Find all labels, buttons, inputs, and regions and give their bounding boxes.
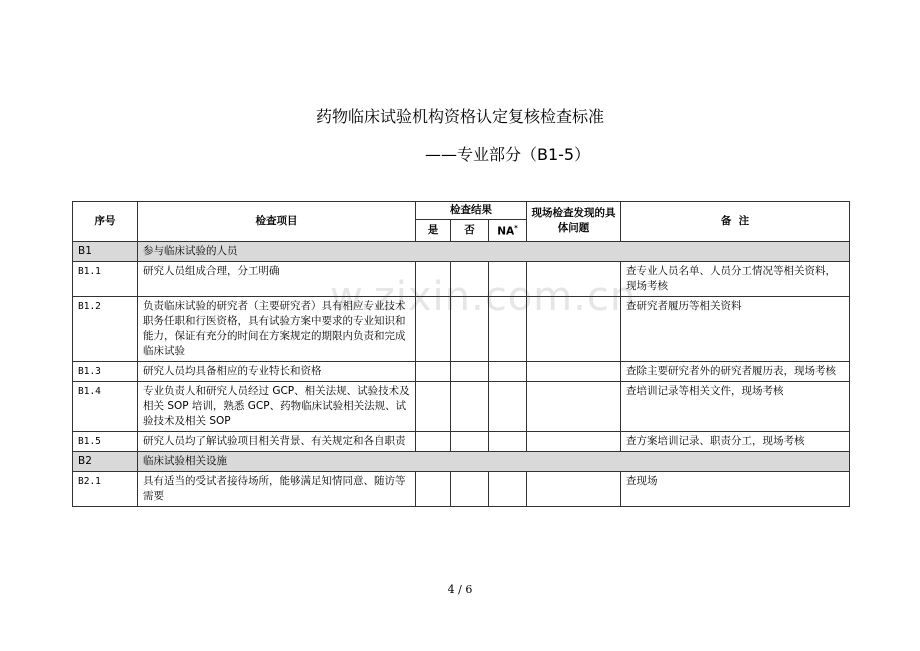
table-row: [73, 431, 850, 451]
row-item: 研究人员均了解试验项目相关背景、有关规定和各自职责: [138, 431, 416, 451]
table-row: [73, 261, 850, 296]
row-note: 查培训记录等相关文件，现场考核: [621, 381, 850, 431]
row-code: B1.5: [73, 431, 138, 451]
row-yes: [416, 361, 451, 381]
row-note: 查专业人员名单、人员分工情况等相关资料，现场考核: [621, 261, 850, 296]
row-code: B1.1: [73, 261, 138, 296]
row-code: B1.2: [73, 296, 138, 361]
row-na: [489, 361, 527, 381]
row-item: 负责临床试验的研究者（主要研究者）具有相应专业技术职务任职和行医资格，具有试验方案中要求的专业知识和能力，保证有充分的时间在方案规定的期限内负责和完成临床试验: [138, 296, 416, 361]
row-findings: [527, 381, 621, 431]
row-yes: [416, 296, 451, 361]
row-yes: [416, 431, 451, 451]
row-note: 查方案培训记录、职责分工，现场考核: [621, 431, 850, 451]
row-na: [489, 381, 527, 431]
section-title: 临床试验相关设施: [138, 451, 850, 471]
document-subtitle: ——专业部分（B1-5）: [425, 145, 591, 164]
row-no: [451, 381, 489, 431]
row-yes: [416, 261, 451, 296]
table-row: [73, 296, 850, 361]
row-no: [451, 431, 489, 451]
row-no: [451, 361, 489, 381]
inspection-table: [72, 201, 850, 507]
row-no: [451, 471, 489, 506]
header-item: 检查项目: [138, 202, 416, 242]
row-yes: [416, 381, 451, 431]
page-number: 4 / 6: [447, 583, 473, 596]
row-na: [489, 296, 527, 361]
row-code: B1.3: [73, 361, 138, 381]
row-code: B1.4: [73, 381, 138, 431]
row-note: 查除主要研究者外的研究者履历表，现场考核: [621, 361, 850, 381]
section-code: B1: [73, 241, 138, 261]
row-note: 查现场: [621, 471, 850, 506]
row-na: [489, 431, 527, 451]
row-findings: [527, 296, 621, 361]
row-findings: [527, 361, 621, 381]
document-title: 药物临床试验机构资格认定复核检查标准: [315, 107, 604, 126]
row-yes: [416, 471, 451, 506]
table-row: [73, 361, 850, 381]
row-item: 专业负责人和研究人员经过 GCP、相关法规、试验技术及相关 SOP 培训，熟悉 GCP、药物临床试验相关法规、试验技术及相关 SOP: [138, 381, 416, 431]
section-row: [73, 241, 850, 261]
row-findings: [527, 261, 621, 296]
header-no: 否: [451, 220, 489, 242]
header-findings: 现场检查发现的具体问题: [527, 202, 621, 242]
row-item: 研究人员组成合理，分工明确: [138, 261, 416, 296]
header-result: 检查结果: [416, 202, 527, 220]
row-note: 查研究者履历等相关资料: [621, 296, 850, 361]
row-item: 研究人员均具备相应的专业特长和资格: [138, 361, 416, 381]
row-findings: [527, 471, 621, 506]
header-na: NA*: [489, 220, 527, 242]
header-seq: 序号: [73, 202, 138, 242]
table-body: [73, 241, 850, 506]
row-no: [451, 261, 489, 296]
header-remarks: 备 注: [621, 202, 850, 242]
row-na: [489, 261, 527, 296]
row-no: [451, 296, 489, 361]
section-title: 参与临床试验的人员: [138, 241, 850, 261]
table-row: [73, 471, 850, 506]
section-code: B2: [73, 451, 138, 471]
table-row: [73, 381, 850, 431]
header-yes: 是: [416, 220, 451, 242]
row-code: B2.1: [73, 471, 138, 506]
row-item: 具有适当的受试者接待场所，能够满足知情同意、随访等需要: [138, 471, 416, 506]
section-row: [73, 451, 850, 471]
watermark: w.zixin.com.cn: [330, 274, 637, 320]
row-na: [489, 471, 527, 506]
row-findings: [527, 431, 621, 451]
